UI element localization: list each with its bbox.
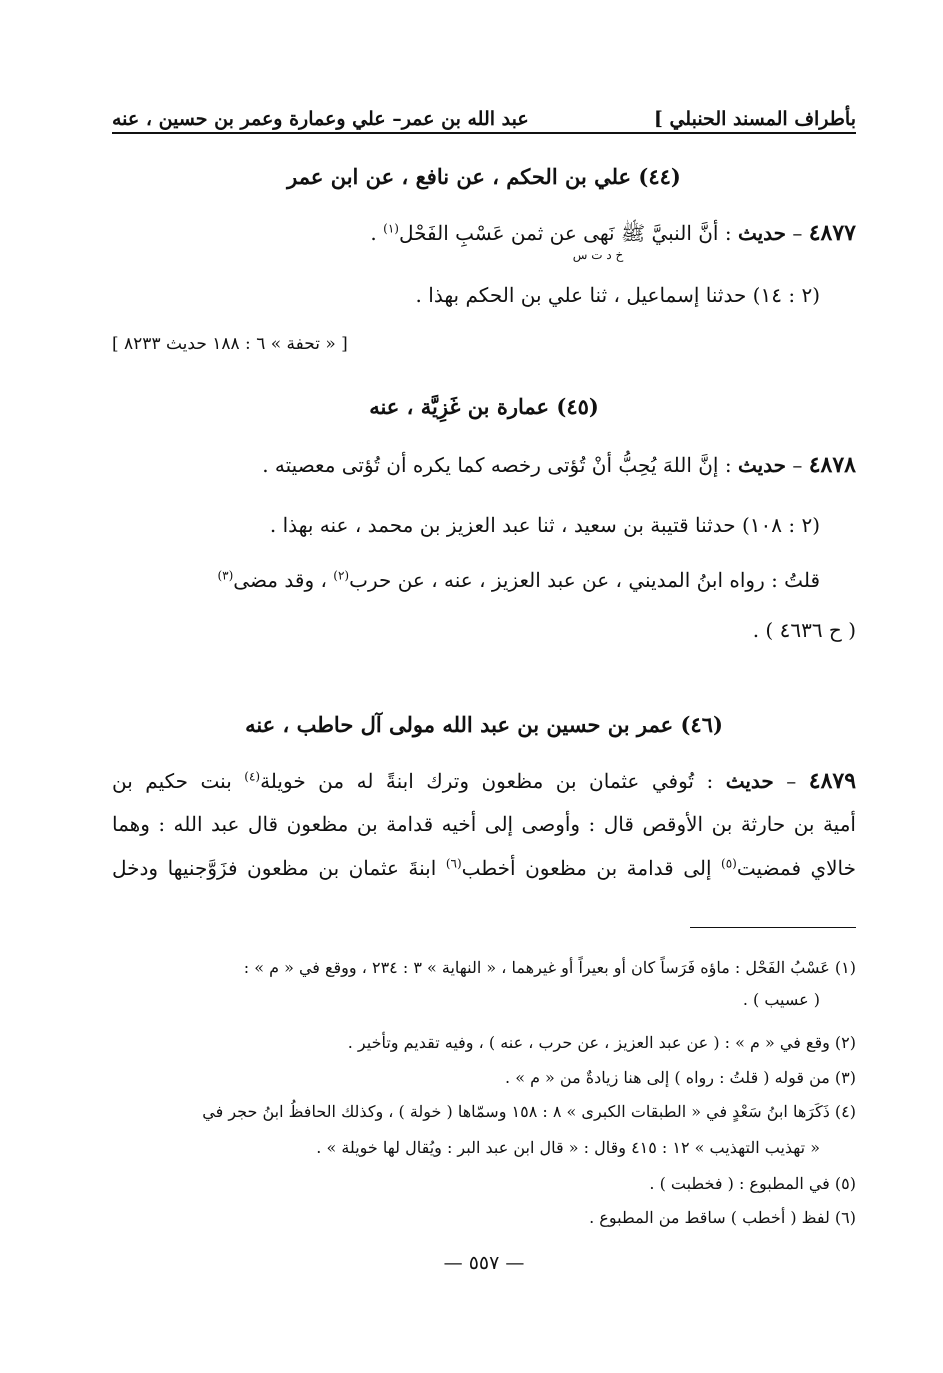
page-number: — ٥٥٧ — bbox=[443, 1252, 525, 1274]
footnote-6: (٦) لفظ ( أخطب ) ساقط من المطبوع . bbox=[589, 1208, 856, 1227]
dash: – bbox=[773, 769, 809, 793]
footnote-4: (٤) ذَكَرَها ابنُ سَعْدٍ في « الطبقات الكبرى » ٨ : ١٥٨ وسمّاها ( خولة ) ، وكذلك الحافظُ ابنُ حجر في bbox=[202, 1102, 856, 1121]
header-rule bbox=[112, 132, 856, 134]
footnote-ref: (٤) bbox=[244, 769, 261, 784]
hadith-text: : تُوفي عثمان بن مظعون وترك ابنةً له من خويلة bbox=[260, 769, 726, 793]
isnad-4877: (٢ : ١٤) حدثنا إسماعيل ، ثنا علي بن الحكم بهذا . bbox=[415, 283, 820, 307]
footnote-5: (٥) في المطبوع : ( فخطبت ) . bbox=[649, 1174, 856, 1193]
hadith-number: ٤٨٧٨ bbox=[808, 452, 856, 478]
footnote-4-line2: « تهذيب التهذيب » ١٢ : ٤١٥ وقال : « قال ابن عبد البر : ويُقال لها خويلة » . bbox=[316, 1138, 820, 1157]
footnote-2: (٢) وقع في « م » : ( عن عبد العزيز ، عن حرب ، عنه ) ، وفيه تقديم وتأخير . bbox=[347, 1033, 856, 1052]
footnote-ref: (٦) bbox=[445, 856, 462, 871]
dash: – bbox=[786, 221, 809, 245]
qult-text: قلتُ : رواه ابنُ المديني ، عن عبد العزيز ، عنه ، عن حرب bbox=[349, 568, 820, 592]
hadith-keyword: حديث bbox=[737, 221, 787, 245]
hadith-keyword: حديث bbox=[737, 453, 787, 477]
footnote-ref: (٥) bbox=[721, 856, 737, 871]
hadith-text: ابنةَ عثمان بن مظعون فزَوَّجنيها ودخل bbox=[112, 856, 446, 880]
dash: – bbox=[786, 453, 809, 477]
hadith-4877 bbox=[112, 220, 856, 250]
running-header bbox=[112, 96, 856, 130]
hadith-text-end: بنت حكيم بن bbox=[112, 769, 245, 793]
isnad-4878: (٢ : ١٠٨) حدثنا قتيبة بن سعيد ، ثنا عبد العزيز بن محمد ، عنه بهذا . bbox=[269, 513, 820, 537]
footnote-separator bbox=[690, 927, 856, 928]
header-middle-title: عبد الله بن عمر bbox=[401, 108, 529, 130]
hadith-text: : إنَّ اللهَ يُحِبُّ أنْ تُؤتى رخصه كما يكره أن تُؤتى معصيته . bbox=[262, 453, 738, 477]
header-middle bbox=[112, 108, 529, 130]
section-heading-46: (٤٦) عمر بن حسين بن عبد الله مولى آل حاطب ، عنه bbox=[245, 712, 723, 737]
header-left: – علي وعمارة وعمر بن حسين ، عنه bbox=[112, 108, 402, 130]
hadith-number: ٤٨٧٩ bbox=[808, 768, 857, 794]
hadith-keyword: حديث bbox=[725, 769, 774, 793]
footnote-1: (١) عَسْبُ الفَحْل : ماؤه فَرَساً كان أو بعيراً أو غيرهما ، « النهاية » ٣ : ٢٣٤ ، ووقع في « م » : bbox=[243, 958, 856, 977]
section-heading-45: (٤٥) عمارة بن غَزِيَّة ، عنه bbox=[369, 394, 599, 419]
hadith-text: : أنَّ النبيَّ ﷺ نَهى عن ثمن عَسْبِ الفَحْل bbox=[398, 221, 738, 245]
tuhfa-reference: [ « تحفة » ٦ : ١٨٨ حديث ٨٢٣٣ ] bbox=[112, 334, 348, 354]
footnote-ref: (١) bbox=[383, 221, 399, 236]
hadith-4879-line3 bbox=[112, 856, 856, 880]
hadith-text: خالاي فمضيت bbox=[736, 856, 857, 880]
hadith-number: ٤٨٧٧ bbox=[808, 220, 856, 246]
sigla-marks: خ د ت س bbox=[572, 248, 624, 262]
header-right: بأطراف المسند الحنبلي ] bbox=[653, 108, 856, 130]
hadith-4879-line1 bbox=[112, 768, 856, 794]
hadith-end: . bbox=[370, 221, 384, 245]
qult-text-2: ، وقد مضى bbox=[233, 568, 334, 592]
qult-note bbox=[112, 568, 856, 592]
footnote-ref: (٣) bbox=[217, 568, 234, 583]
section-heading-44: (٤٤) علي بن الحكم ، عن نافع ، عن ابن عمر bbox=[287, 164, 681, 189]
qult-note-line2: ( ح ٤٦٣٦ ) . bbox=[752, 618, 856, 642]
hadith-4879-line2: أمية بن حارثة بن الأوقص قال : وأوصى إلى أخيه قدامة بن مظعون قال عبد الله : وهما bbox=[112, 812, 856, 836]
hadith-text: إلى قدامة بن مظعون أخطب bbox=[461, 856, 722, 880]
hadith-4878 bbox=[112, 452, 856, 478]
footnote-3: (٣) من قوله ( قلتُ : رواه ) إلى هنا زيادةٌ من « م » . bbox=[505, 1068, 856, 1087]
footnote-ref: (٢) bbox=[333, 568, 350, 583]
footnote-1-line2: ( عسيب ) . bbox=[742, 990, 820, 1009]
